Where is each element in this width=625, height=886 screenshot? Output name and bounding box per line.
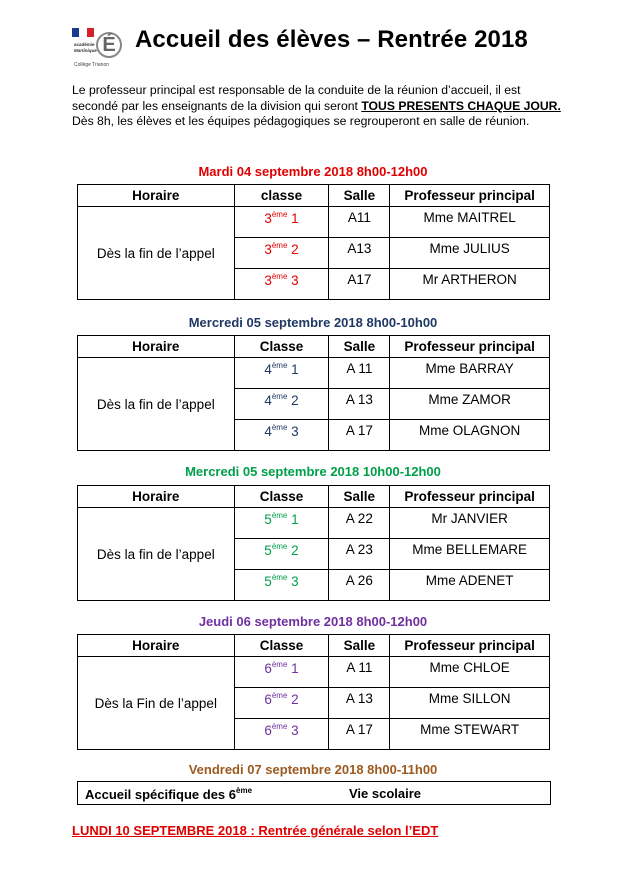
column-header: Salle	[329, 336, 390, 358]
classe-group: 2	[287, 393, 299, 408]
intro-line-2: Dès 8h, les élèves et les équipes pédagogiques se regrouperont en salle de réunion.	[72, 114, 530, 128]
classe-suffix: ème	[271, 423, 288, 432]
classe-suffix: ème	[271, 392, 288, 401]
session-heading: Mercredi 05 septembre 2018 8h00-10h00	[188, 315, 438, 330]
salle-cell: A 22	[329, 508, 390, 539]
column-header: Salle	[329, 635, 390, 657]
classe-level: 3	[264, 211, 272, 226]
professeur-cell: Mme SILLON	[390, 688, 550, 719]
professeur-cell: Mme ADENET	[390, 570, 550, 601]
column-header: Professeur principal	[390, 185, 550, 207]
session-heading: Mercredi 05 septembre 2018 10h00-12h00	[185, 464, 441, 479]
column-header: Professeur principal	[390, 635, 550, 657]
classe-group: 3	[287, 424, 299, 439]
classe-group: 1	[287, 211, 299, 226]
classe-cell	[234, 570, 329, 601]
table-row	[78, 358, 550, 389]
logo-college: Collège Trianon	[74, 62, 110, 68]
classe-group: 1	[287, 661, 299, 676]
classe-group: 3	[287, 574, 299, 589]
french-flag-icon	[72, 28, 94, 37]
column-header: Classe	[234, 336, 329, 358]
intro-line-1: Le professeur principal est responsable de la conduite de la réunion d’accueil, il est secondé par les enseignants de la division qui seront	[72, 83, 521, 113]
logo-line-2: Martinique	[74, 47, 97, 53]
classe-level: 5	[264, 512, 272, 527]
session-heading: Mardi 04 septembre 2018 8h00-12h00	[198, 164, 428, 179]
salle-cell: A 13	[329, 688, 390, 719]
vendredi-right: Vie scolaire	[349, 786, 422, 801]
classe-group: 2	[287, 242, 299, 257]
classe-suffix: ème	[271, 361, 288, 370]
table-header-row	[78, 185, 550, 207]
professeur-cell: Mme OLAGNON	[390, 420, 550, 451]
salle-cell: A11	[329, 207, 390, 238]
classe-suffix: ème	[271, 542, 288, 551]
classe-suffix: ème	[271, 722, 288, 731]
classe-cell	[234, 719, 329, 750]
session-table	[77, 335, 550, 451]
session-heading: Jeudi 06 septembre 2018 8h00-12h00	[198, 614, 428, 629]
salle-cell: A17	[329, 269, 390, 300]
classe-level: 4	[264, 362, 272, 377]
session-table	[77, 485, 550, 601]
vendredi-left-text: Accueil spécifique des 6	[85, 787, 237, 802]
salle-cell: A13	[329, 238, 390, 269]
classe-level: 3	[264, 273, 272, 288]
logo-e-icon: É	[96, 32, 122, 58]
vendredi-heading: Vendredi 07 septembre 2018 8h00-11h00	[188, 762, 438, 777]
classe-cell	[234, 657, 329, 688]
classe-suffix: ème	[271, 210, 288, 219]
classe-group: 3	[287, 273, 299, 288]
session-table	[77, 634, 550, 750]
professeur-cell: Mme JULIUS	[390, 238, 550, 269]
final-notice: LUNDI 10 SEPTEMBRE 2018 : Rentrée générale selon l’EDT	[72, 823, 439, 838]
column-header: Salle	[329, 185, 390, 207]
logo-text	[74, 42, 97, 53]
table-header-row	[78, 635, 550, 657]
classe-cell	[234, 508, 329, 539]
classe-group: 2	[287, 543, 299, 558]
academy-logo	[72, 28, 124, 72]
vendredi-left-sup: ème	[236, 786, 253, 795]
column-header: Horaire	[78, 635, 235, 657]
classe-level: 5	[264, 543, 272, 558]
classe-suffix: ème	[271, 272, 288, 281]
horaire-cell: Dès la fin de l’appel	[78, 508, 235, 601]
classe-level: 6	[264, 661, 272, 676]
vendredi-box	[77, 781, 551, 805]
classe-level: 4	[264, 393, 272, 408]
classe-level: 5	[264, 574, 272, 589]
salle-cell: A 11	[329, 358, 390, 389]
classe-suffix: ème	[271, 573, 288, 582]
column-header: Classe	[234, 635, 329, 657]
professeur-cell: Mme MAITREL	[390, 207, 550, 238]
professeur-cell: Mme BELLEMARE	[390, 539, 550, 570]
classe-group: 1	[287, 512, 299, 527]
table-row	[78, 207, 550, 238]
column-header: classe	[234, 185, 329, 207]
column-header: Classe	[234, 486, 329, 508]
classe-cell	[234, 269, 329, 300]
professeur-cell: Mr JANVIER	[390, 508, 550, 539]
horaire-cell: Dès la fin de l’appel	[78, 358, 235, 451]
classe-suffix: ème	[271, 660, 288, 669]
table-row	[78, 508, 550, 539]
classe-level: 3	[264, 242, 272, 257]
classe-level: 6	[264, 692, 272, 707]
column-header: Professeur principal	[390, 486, 550, 508]
table-row	[78, 657, 550, 688]
logo-line-1: académie	[74, 42, 95, 47]
classe-group: 1	[287, 362, 299, 377]
salle-cell: A 23	[329, 539, 390, 570]
intro-paragraph	[72, 83, 562, 130]
horaire-cell: Dès la fin de l’appel	[78, 207, 235, 300]
intro-emphasis: TOUS PRESENTS CHAQUE JOUR.	[361, 98, 561, 113]
salle-cell: A 26	[329, 570, 390, 601]
classe-level: 4	[264, 424, 272, 439]
column-header: Horaire	[78, 486, 235, 508]
vendredi-left	[85, 786, 252, 802]
horaire-cell: Dès la Fin de l’appel	[78, 657, 235, 750]
classe-cell	[234, 238, 329, 269]
salle-cell: A 11	[329, 657, 390, 688]
page-title: Accueil des élèves – Rentrée 2018	[135, 26, 528, 53]
session-table	[77, 184, 550, 300]
professeur-cell: Mme CHLOE	[390, 657, 550, 688]
table-header-row	[78, 486, 550, 508]
classe-cell	[234, 207, 329, 238]
table-header-row	[78, 336, 550, 358]
professeur-cell: Mme BARRAY	[390, 358, 550, 389]
classe-group: 2	[287, 692, 299, 707]
column-header: Horaire	[78, 185, 235, 207]
salle-cell: A 17	[329, 420, 390, 451]
column-header: Professeur principal	[390, 336, 550, 358]
classe-suffix: ème	[271, 511, 288, 520]
column-header: Horaire	[78, 336, 235, 358]
column-header: Salle	[329, 486, 390, 508]
classe-cell	[234, 688, 329, 719]
classe-cell	[234, 358, 329, 389]
professeur-cell: Mr ARTHERON	[390, 269, 550, 300]
classe-group: 3	[287, 723, 299, 738]
classe-cell	[234, 420, 329, 451]
salle-cell: A 13	[329, 389, 390, 420]
professeur-cell: Mme STEWART	[390, 719, 550, 750]
classe-level: 6	[264, 723, 272, 738]
classe-cell	[234, 389, 329, 420]
salle-cell: A 17	[329, 719, 390, 750]
classe-suffix: ème	[271, 241, 288, 250]
classe-suffix: ème	[271, 691, 288, 700]
classe-cell	[234, 539, 329, 570]
professeur-cell: Mme ZAMOR	[390, 389, 550, 420]
